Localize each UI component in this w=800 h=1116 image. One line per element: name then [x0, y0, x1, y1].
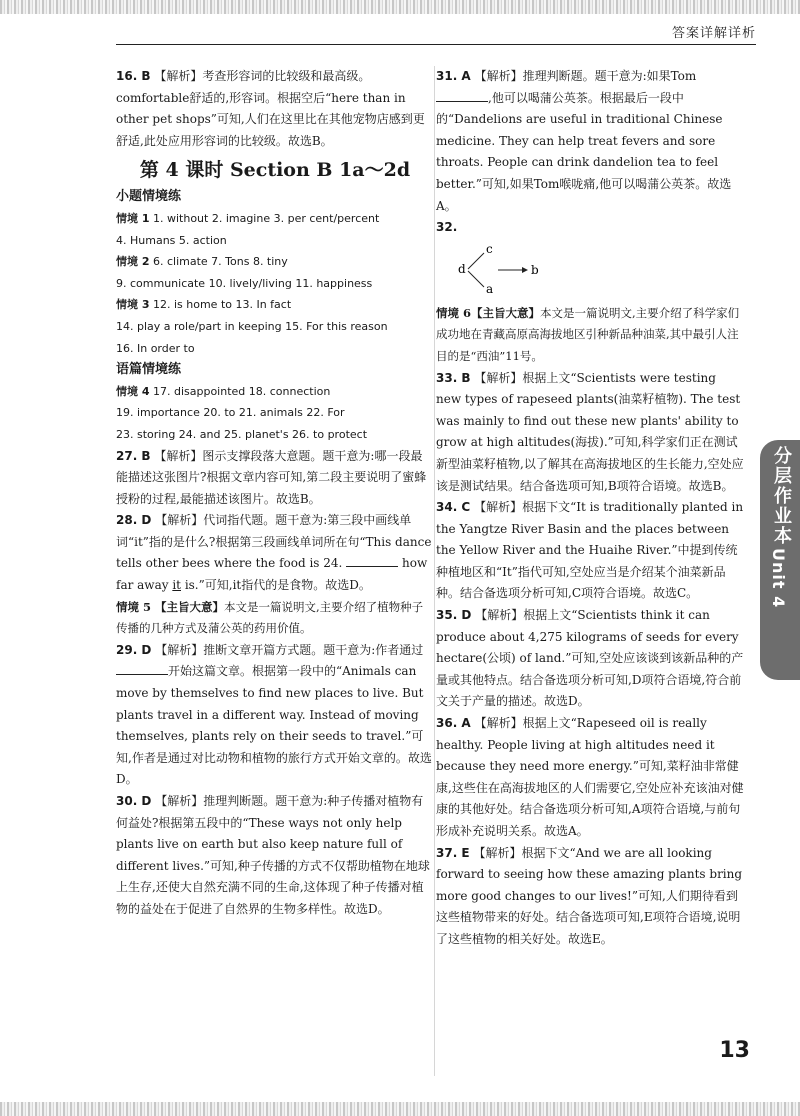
- answer-text: 【解析】根据下文“It is traditionally planted in the Yangtze River Basin and the places between the Yellow River and the Huaihe River.”中提到传统种植地区和“It”指代可知,空处应当是介绍某个油菜新品种。结合备选项分析可知,C项符合语境。故选C。: [436, 500, 744, 601]
- answer-33: [436, 368, 744, 498]
- topic-6: [436, 303, 744, 368]
- diagram-letter-c: c: [486, 241, 493, 256]
- answer-number: 31. A: [436, 69, 471, 83]
- topic-5: [116, 597, 434, 640]
- right-column: [436, 66, 744, 951]
- answer-32: [436, 217, 744, 295]
- topic-text: 本文是一篇说明文,主要介绍了科学家们成功地在青藏高原高海拔地区引种新品种油菜,其中最引人注目的是“西油”11号。: [436, 305, 740, 363]
- topic-label: 情境 6【主旨大意】: [436, 305, 541, 320]
- answer-text: 【解析】推理判断题。题干意为:如果Tom,他可以喝蒲公英茶。根据最后一段中的“Dandelions are useful in traditional Chinese medicine. They can help treat fevers and sore throats. People can drink dandelion tea to feel better.”可知,如果Tom喉咙痛,他可以喝蒲公英茶。故选A。: [436, 69, 732, 213]
- answer-text: 【解析】根据上文“Scientists were testing new types of rapeseed plants(油菜籽植物). The test was mainly to find out these new plants' ability to grow at high altitudes(海拔).”可知,科学家们正在测试新型油菜籽植物,以了解其在高海拔地区的生长能力,空处应该是测试结果。结合备选项可知,B项符合语境。故选B。: [436, 370, 744, 493]
- answer-text: 【解析】根据上文“Scientists think it can produce about 4,275 kilograms of seeds for every hectare(公顷) of land.”可知,空处应该谈到该新品种的产量或其他特点。结合备选项分析可知,D项符合语境,符合前文关于产量的描述。故选D。: [436, 608, 744, 709]
- answer-line: 14. play a role/part in keeping 15. For this reason: [116, 319, 388, 333]
- answer-34: [436, 497, 744, 605]
- answer-line: 情境 1 1. without 2. imagine 3. per cent/percent: [116, 211, 380, 225]
- diagram-arrowhead: [522, 267, 528, 273]
- answer-30: [116, 791, 434, 921]
- scan-edge-top: [0, 0, 800, 14]
- answer-16: [116, 66, 434, 152]
- answer-line: 23. storing 24. and 25. planet's 26. to protect: [116, 427, 368, 441]
- blank-line: [346, 554, 398, 567]
- answer-number: 33. B: [436, 370, 471, 385]
- answer-line: 情境 2 6. climate 7. Tons 8. tiny: [116, 255, 288, 269]
- answer-text: 【解析】图示支撑段落大意题。题干意为:哪一段最能描述这张图片?根据文章内容可知,第二段主要说明了蜜蜂授粉的过程,最能描述该图片。故选B。: [116, 448, 427, 506]
- order-diagram: [436, 241, 556, 295]
- answer-number: 27. B: [116, 448, 151, 463]
- answer-text: 【解析】代词指代题。题干意为:第三段中画线单词“it”指的是什么?根据第三段画线单词所在句“This dance tells other bees where the food is 24. how far away it is.”可知,it指代的是食物。故选D。: [116, 513, 432, 593]
- answer-number: 35. D: [436, 608, 472, 623]
- answer-number: 37. E: [436, 845, 470, 860]
- diagram-letter-a: a: [486, 281, 494, 295]
- answer-29: [116, 640, 434, 791]
- answer-text: 【解析】推理判断题。题干意为:种子传播对植物有何益处?根据第五段中的“These ways not only help plants live on earth but also keep nature full of different lives.”可知,种子传播的方式不仅帮助植物在地球上生存,还使大自然充满不同的生命,这体现了种子传播对植物的益处在于促进了自然界的生物多样性。故选D。: [116, 794, 430, 916]
- scan-edge-bottom: [0, 1102, 800, 1116]
- small-exercise-title: 小题情境练: [116, 189, 182, 205]
- topic-text: 本文是一篇说明文,主要介绍了植物种子传播的几种方式及蒲公英的药用价值。: [116, 599, 424, 636]
- answer-36: [436, 713, 744, 843]
- answer-number: 28. D: [116, 513, 152, 528]
- section-title: 第 4 课时 Section B 1a～2d: [139, 159, 411, 182]
- side-tab-label: 分层作业本: [771, 446, 792, 546]
- answer-31: [436, 66, 744, 217]
- column-divider: [434, 66, 435, 1076]
- answer-37: [436, 843, 744, 951]
- answer-27: [116, 446, 434, 511]
- header-rule: [116, 44, 756, 45]
- answer-line: 19. importance 20. to 21. animals 22. For: [116, 406, 345, 420]
- answer-line: 16. In order to: [116, 341, 195, 355]
- answer-number: 32.: [436, 220, 458, 235]
- header-title: 答案详解详析: [671, 26, 756, 41]
- answer-number: 29. D: [116, 642, 152, 657]
- answer-number: 30. D: [116, 794, 152, 808]
- diagram-arrow: [468, 253, 484, 269]
- answer-text: 【解析】考查形容词的比较级和最高级。comfortable舒适的,形容词。根据空后“here than in other pet shops”可知,人们在这里比在其他宠物店感到更舒适,此处应用形容词的比较级。故选B。: [116, 69, 425, 148]
- answer-text: 【解析】根据下文“And we are all looking forward to seeing how these amazing plants bring more good changes to our lives!”可知,人们期待看到这些植物带来的好处。结合备选项可知,E项符合语境,说明了这些植物的相关好处。故选E。: [436, 845, 743, 946]
- diagram-letter-d: d: [458, 261, 466, 276]
- blank-line: [116, 662, 168, 675]
- answer-line: 情境 4 17. disappointed 18. connection: [116, 384, 331, 398]
- side-tab-unit: Unit 4: [769, 548, 788, 609]
- answer-number: 36. A: [436, 716, 471, 731]
- left-column: [116, 66, 434, 921]
- answer-line: 4. Humans 5. action: [116, 233, 227, 247]
- answer-line: 9. communicate 10. lively/living 11. happiness: [116, 276, 373, 290]
- blank-line: [436, 89, 488, 102]
- topic-label: 情境 5 【主旨大意】: [116, 599, 225, 614]
- page-number: 13: [719, 1038, 750, 1063]
- answer-text: 【解析】根据上文“Rapeseed oil is really healthy. People living at high altitudes need it because they need more energy.”可知,菜籽油非常健康,这些住在高海拔地区的人们需要它,空处应补充该油对健康的其他好处。结合备选项分析可知,A项符合语境,与前句形成补充说明关系。故选A。: [436, 716, 744, 838]
- answer-35: [436, 605, 744, 713]
- diagram-letter-b: b: [531, 262, 539, 277]
- answer-line: 情境 3 12. is home to 13. In fact: [116, 298, 292, 312]
- answer-text: 【解析】推断文章开篇方式题。题干意为:作者通过开始这篇文章。根据第一段中的“Animals can move by themselves to find new places to live. But plants travel in a different way. Instead of moving themselves, plants rely on their seeds to travel.”可知,作者是通过对比动物和植物的旅行方式开始文章的。故选D。: [116, 642, 432, 787]
- diagram-arrow: [468, 271, 484, 287]
- answer-number: 16. B: [116, 69, 151, 83]
- answer-28: [116, 510, 434, 596]
- passage-exercise-title: 语篇情境练: [116, 362, 182, 378]
- answer-number: 34. C: [436, 500, 471, 515]
